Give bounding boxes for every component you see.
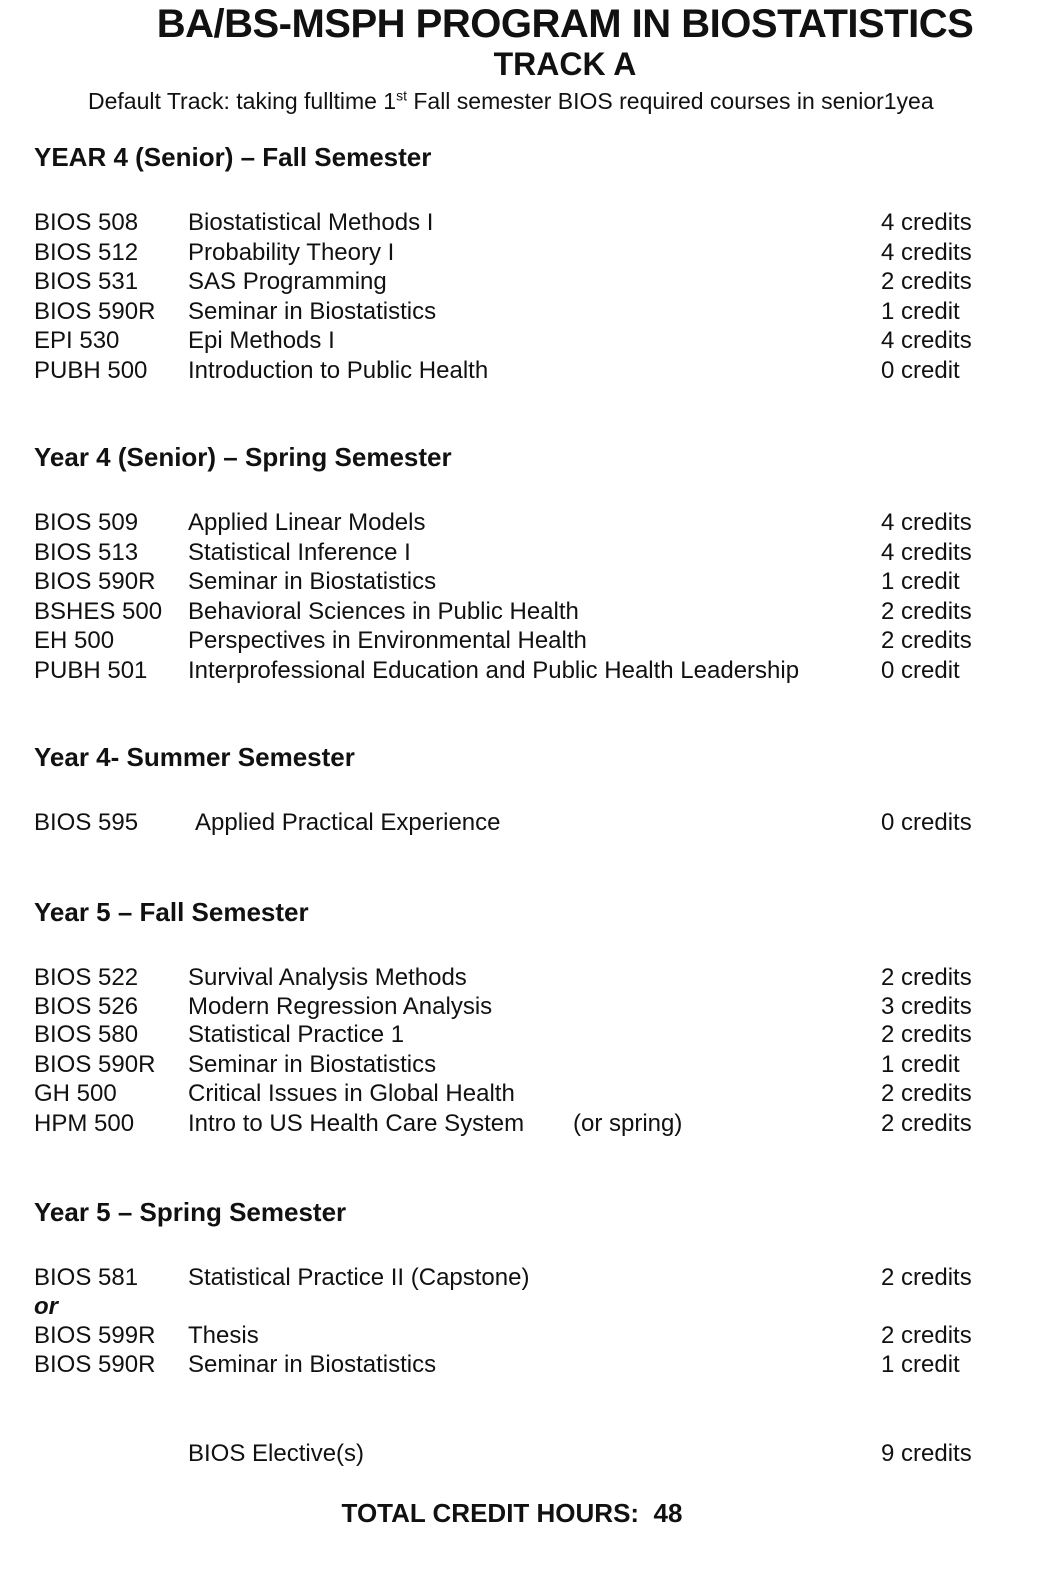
course-row — [0, 238, 1046, 268]
course-name: Interprofessional Education and Public Health Leadership — [188, 657, 800, 684]
course-row — [0, 508, 1046, 538]
track-subtitle: TRACK A — [493, 46, 637, 82]
course-code: BSHES 500 — [34, 598, 163, 625]
course-row — [0, 656, 1046, 686]
section-heading-y4-fall: YEAR 4 (Senior) – Fall Semester — [34, 142, 432, 172]
course-name: Statistical Practice 1 — [188, 1021, 405, 1048]
course-name: Biostatistical Methods I — [188, 209, 434, 236]
course-code: BIOS 595 — [34, 809, 139, 836]
course-row — [0, 808, 1046, 838]
course-credits: 0 credits — [881, 809, 972, 836]
course-row — [0, 538, 1046, 568]
course-name: Applied Practical Experience — [195, 809, 501, 836]
course-name: Probability Theory I — [188, 239, 395, 266]
course-row — [0, 326, 1046, 356]
track-note-text-end: Fall semester BIOS required courses in senior1yea — [406, 88, 934, 114]
course-credits: 0 credit — [881, 357, 960, 384]
course-credits: 4 credits — [881, 239, 972, 266]
course-name: Modern Regression Analysis — [188, 993, 493, 1020]
page-title: BA/BS-MSPH PROGRAM IN BIOSTATISTICS — [156, 2, 974, 46]
course-credits: 2 credits — [881, 1110, 972, 1137]
section-heading-y5-spring: Year 5 – Spring Semester — [34, 1197, 347, 1227]
course-credits: 2 credits — [881, 268, 972, 295]
course-code: BIOS 508 — [34, 209, 139, 236]
section-heading-y4-summer: Year 4- Summer Semester — [34, 742, 355, 772]
course-row — [0, 208, 1046, 238]
course-credits: 2 credits — [881, 598, 972, 625]
course-credits: 1 credit — [881, 1051, 960, 1078]
course-name: Critical Issues in Global Health — [188, 1080, 515, 1107]
course-credits: 2 credits — [881, 627, 972, 654]
course-name: Applied Linear Models — [188, 509, 426, 536]
course-credits: 2 credits — [881, 1264, 972, 1291]
course-code: EPI 530 — [34, 327, 120, 354]
total-label: TOTAL CREDIT HOURS: — [341, 1498, 640, 1528]
course-row — [0, 597, 1046, 627]
course-name: Perspectives in Environmental Health — [188, 627, 587, 654]
course-code: BIOS 590R — [34, 298, 156, 325]
track-note — [88, 86, 934, 116]
total-value: 48 — [653, 1498, 683, 1528]
course-code: BIOS 590R — [34, 1051, 156, 1078]
course-code: PUBH 501 — [34, 657, 148, 684]
course-name: SAS Programming — [188, 268, 387, 295]
course-code: BIOS 509 — [34, 509, 139, 536]
course-name: Statistical Practice II (Capstone) — [188, 1264, 530, 1291]
course-name: Seminar in Biostatistics — [188, 1351, 437, 1378]
course-name: Seminar in Biostatistics — [188, 298, 437, 325]
course-code: BIOS 531 — [34, 268, 139, 295]
or-separator: or — [34, 1293, 58, 1320]
course-credits: 3 credits — [881, 993, 972, 1020]
course-code: BIOS 526 — [34, 993, 139, 1020]
course-code: BIOS 590R — [34, 1351, 156, 1378]
section-heading-y4-spring: Year 4 (Senior) – Spring Semester — [34, 442, 452, 472]
course-row — [0, 992, 1046, 1022]
course-credits: 4 credits — [881, 327, 972, 354]
course-code: GH 500 — [34, 1080, 117, 1107]
course-credits: 1 credit — [881, 298, 960, 325]
electives-name: BIOS Elective(s) — [188, 1440, 365, 1467]
total-credit-hours — [0, 1496, 1024, 1530]
course-credits: 2 credits — [881, 1080, 972, 1107]
course-row — [0, 267, 1046, 297]
course-row — [0, 356, 1046, 386]
course-name: Behavioral Sciences in Public Health — [188, 598, 579, 625]
track-note-text: Default Track: taking fulltime 1 — [88, 88, 397, 114]
course-row — [0, 297, 1046, 327]
course-row — [0, 1350, 1046, 1380]
section-heading-y5-fall: Year 5 – Fall Semester — [34, 897, 309, 927]
course-row — [0, 1050, 1046, 1080]
course-name: Statistical Inference I — [188, 539, 411, 566]
course-note: (or spring) — [573, 1110, 683, 1137]
course-row — [0, 567, 1046, 597]
course-name: Survival Analysis Methods — [188, 964, 467, 991]
course-name: Thesis — [188, 1322, 259, 1349]
course-row — [0, 1020, 1046, 1050]
course-row — [0, 1321, 1046, 1351]
course-code: BIOS 513 — [34, 539, 139, 566]
electives-credits: 9 credits — [881, 1440, 972, 1467]
course-credits: 1 credit — [881, 1351, 960, 1378]
course-credits: 4 credits — [881, 209, 972, 236]
course-code: HPM 500 — [34, 1110, 135, 1137]
course-code: PUBH 500 — [34, 357, 148, 384]
course-code: BIOS 580 — [34, 1021, 139, 1048]
course-name: Seminar in Biostatistics — [188, 568, 437, 595]
course-row — [0, 963, 1046, 993]
course-code: EH 500 — [34, 627, 115, 654]
course-row — [0, 1263, 1046, 1293]
course-code: BIOS 581 — [34, 1264, 139, 1291]
course-row — [0, 1109, 1046, 1139]
course-credits: 2 credits — [881, 1322, 972, 1349]
course-row — [0, 626, 1046, 656]
course-name: Epi Methods I — [188, 327, 335, 354]
course-name: Seminar in Biostatistics — [188, 1051, 437, 1078]
course-name: Introduction to Public Health — [188, 357, 489, 384]
course-credits: 1 credit — [881, 568, 960, 595]
course-name: Intro to US Health Care System — [188, 1110, 525, 1137]
course-credits: 4 credits — [881, 509, 972, 536]
track-note-superscript: st — [396, 87, 407, 104]
course-credits: 2 credits — [881, 964, 972, 991]
course-code: BIOS 599R — [34, 1322, 156, 1349]
course-credits: 4 credits — [881, 539, 972, 566]
course-row — [0, 1079, 1046, 1109]
course-code: BIOS 522 — [34, 964, 139, 991]
course-code: BIOS 512 — [34, 239, 139, 266]
electives-row — [0, 1439, 1046, 1469]
course-credits: 0 credit — [881, 657, 960, 684]
course-code: BIOS 590R — [34, 568, 156, 595]
course-credits: 2 credits — [881, 1021, 972, 1048]
